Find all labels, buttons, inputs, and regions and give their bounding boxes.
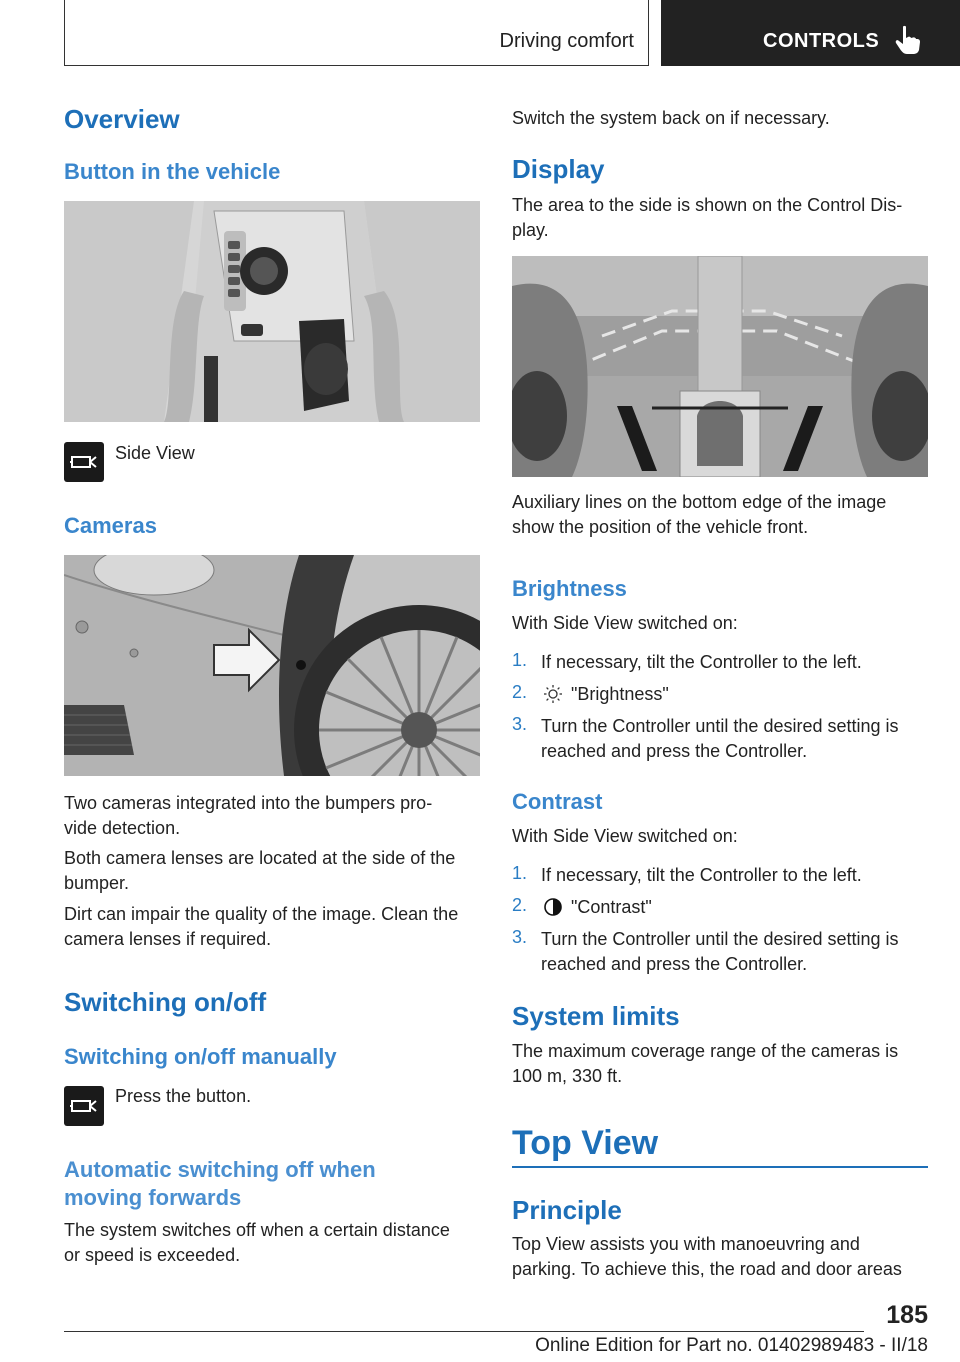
cameras-heading: Cameras bbox=[64, 513, 157, 538]
side-view-button-icon bbox=[64, 442, 104, 482]
contrast-step-3-line-a: Turn the Controller until the desired setting is bbox=[541, 929, 899, 949]
brightness-step-2-number: 2. bbox=[512, 682, 528, 702]
vehicle-button-figure bbox=[64, 201, 480, 422]
system-limits-paragraph bbox=[512, 1039, 898, 1089]
brightness-step-3-number: 3. bbox=[512, 714, 528, 734]
brightness-step-3-text bbox=[541, 714, 899, 764]
overview-heading: Overview bbox=[64, 104, 180, 134]
page-number: 185 bbox=[886, 1301, 928, 1329]
auxiliary-lines-paragraph bbox=[512, 490, 886, 540]
switching-on-off-heading: Switching on/off bbox=[64, 987, 267, 1017]
side-view-display-figure bbox=[512, 256, 928, 477]
display-heading: Display bbox=[512, 154, 605, 184]
aux-p-line-a: Auxiliary lines on the bottom edge of the image bbox=[512, 492, 887, 512]
contrast-step-3-text bbox=[541, 927, 899, 977]
contrast-step-2-number: 2. bbox=[512, 895, 528, 915]
footer-rule bbox=[64, 1331, 864, 1332]
auto-heading-line-a: Automatic switching off when bbox=[64, 1157, 376, 1182]
contrast-step-2-text: "Contrast" bbox=[571, 897, 652, 917]
contrast-step-1-number: 1. bbox=[512, 863, 528, 883]
header-chapter-box bbox=[661, 0, 960, 66]
limits-p-line-b: 100 m, 330 ft. bbox=[512, 1066, 623, 1086]
header-section-box bbox=[64, 0, 649, 66]
cameras-p1-line-b: vide detection. bbox=[64, 818, 181, 838]
brightness-step-3-line-a: Turn the Controller until the desired setting is bbox=[541, 716, 899, 736]
display-paragraph bbox=[512, 193, 902, 243]
auto-p-line-a: The system switches off when a certain distance bbox=[64, 1220, 450, 1240]
switching-manually-heading: Switching on/off manually bbox=[64, 1044, 337, 1069]
contrast-step-3-number: 3. bbox=[512, 927, 528, 947]
brightness-intro: With Side View switched on: bbox=[512, 613, 738, 633]
cameras-paragraph-2 bbox=[64, 846, 455, 896]
auto-heading-line-b: moving forwards bbox=[64, 1185, 242, 1210]
top-view-title: Top View bbox=[512, 1124, 659, 1162]
principle-p-line-a: Top View assists you with manoeuvring and bbox=[512, 1234, 860, 1254]
display-p-line-a: The area to the side is shown on the Control Dis‐ bbox=[512, 195, 903, 215]
footer-edition: Online Edition for Part no. 01402989483 - II/18 bbox=[535, 1335, 928, 1356]
limits-p-line-a: The maximum coverage range of the cameras is bbox=[512, 1041, 899, 1061]
header-section-title: Driving comfort bbox=[499, 30, 634, 52]
header-chapter-title: CONTROLS bbox=[763, 30, 880, 52]
contrast-step-3-line-b: reached and press the Controller. bbox=[541, 954, 808, 974]
camera-location-figure bbox=[64, 555, 480, 776]
aux-p-line-b: show the position of the vehicle front. bbox=[512, 517, 809, 537]
cameras-paragraph-3 bbox=[64, 902, 458, 952]
principle-paragraph bbox=[512, 1232, 902, 1282]
cameras-p2-line-a: Both camera lenses are located at the side of the bbox=[64, 848, 456, 868]
press-button-text: Press the button. bbox=[115, 1086, 252, 1106]
top-view-rule bbox=[512, 1166, 928, 1168]
principle-p-line-b: parking. To achieve this, the road and door areas bbox=[512, 1259, 902, 1279]
automatic-switching-off-heading bbox=[64, 1156, 376, 1212]
brightness-step-2-text: "Brightness" bbox=[571, 684, 669, 704]
switch-back-on-text: Switch the system back on if necessary. bbox=[512, 108, 830, 128]
auto-p-line-b: or speed is exceeded. bbox=[64, 1245, 241, 1265]
cameras-p3-line-b: camera lenses if required. bbox=[64, 929, 272, 949]
principle-heading: Principle bbox=[512, 1195, 622, 1225]
cameras-p2-line-b: bumper. bbox=[64, 873, 130, 893]
brightness-step-1-text: If necessary, tilt the Controller to the left. bbox=[541, 652, 862, 672]
side-view-caption: Side View bbox=[115, 443, 195, 463]
cameras-p3-line-a: Dirt can impair the quality of the image. Clean the bbox=[64, 904, 459, 924]
side-view-button-icon-2 bbox=[64, 1086, 104, 1126]
pointing-hand-icon bbox=[895, 25, 921, 55]
contrast-intro: With Side View switched on: bbox=[512, 826, 738, 846]
automatic-switching-paragraph bbox=[64, 1218, 450, 1268]
brightness-step-1-number: 1. bbox=[512, 650, 528, 670]
button-in-vehicle-heading: Button in the vehicle bbox=[64, 159, 281, 184]
display-p-line-b: play. bbox=[512, 220, 549, 240]
contrast-icon bbox=[543, 897, 563, 917]
system-limits-heading: System limits bbox=[512, 1001, 680, 1031]
cameras-p1-line-a: Two cameras integrated into the bumpers pro‐ bbox=[64, 793, 433, 813]
contrast-heading: Contrast bbox=[512, 789, 603, 814]
brightness-heading: Brightness bbox=[512, 576, 627, 601]
brightness-step-3-line-b: reached and press the Controller. bbox=[541, 741, 808, 761]
cameras-paragraph-1 bbox=[64, 791, 432, 841]
brightness-sun-icon bbox=[543, 684, 563, 704]
contrast-step-1-text: If necessary, tilt the Controller to the left. bbox=[541, 865, 862, 885]
